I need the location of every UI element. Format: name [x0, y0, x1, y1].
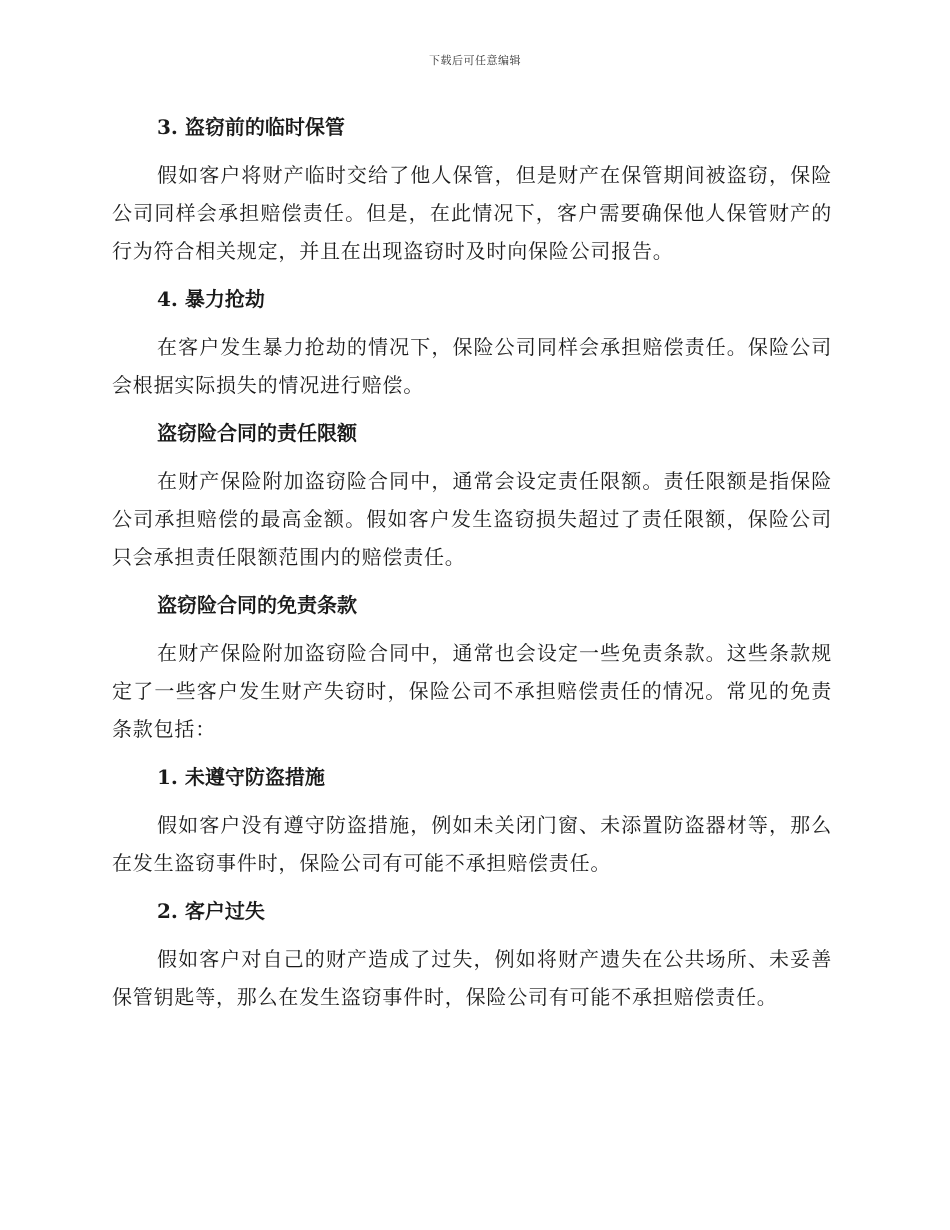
section-paragraph-robbery: 在客户发生暴力抢劫的情况下，保险公司同样会承担赔偿责任。保险公司会根据实际损失的情况进行赔偿。 [112, 335, 832, 397]
section-paragraph-liability-limit: 在财产保险附加盗窃险合同中，通常会设定责任限额。责任限额是指保险公司承担赔偿的最高金额。假如客户发生盗窃损失超过了责任限额，保险公司只会承担责任限额范围内的赔偿责任。 [112, 469, 832, 569]
section-paragraph-theft-custody: 假如客户将财产临时交给了他人保管，但是财产在保管期间被盗窃，保险公司同样会承担赔偿责任。但是，在此情况下，客户需要确保他人保管财产的行为符合相关规定，并且在出现盗窃时及时向保险公司报告。 [112, 163, 832, 263]
page-header: 下载后可任意编辑 [429, 54, 521, 67]
document-body [112, 108, 832, 1026]
section-heading-security-measures: 1. 未遵守防盗措施 [157, 765, 325, 789]
section-heading-liability-limit: 盗窃险合同的责任限额 [157, 421, 357, 445]
section-paragraph-security-measures: 假如客户没有遵守防盗措施，例如未关闭门窗、未添置防盗器材等，那么在发生盗窃事件时，保险公司有可能不承担赔偿责任。 [112, 813, 832, 875]
section-heading-theft-custody: 3. 盗窃前的临时保管 [157, 115, 345, 139]
section-heading-robbery: 4. 暴力抢劫 [157, 287, 265, 311]
section-heading-exclusions: 盗窃险合同的免责条款 [157, 593, 357, 617]
section-paragraph-exclusions: 在财产保险附加盗窃险合同中，通常也会设定一些免责条款。这些条款规定了一些客户发生财产失窃时，保险公司不承担赔偿责任的情况。常见的免责条款包括： [112, 641, 832, 741]
section-heading-customer-negligence: 2. 客户过失 [157, 899, 265, 923]
section-paragraph-customer-negligence: 假如客户对自己的财产造成了过失，例如将财产遗失在公共场所、未妥善保管钥匙等，那么在发生盗窃事件时，保险公司有可能不承担赔偿责任。 [112, 947, 832, 1009]
